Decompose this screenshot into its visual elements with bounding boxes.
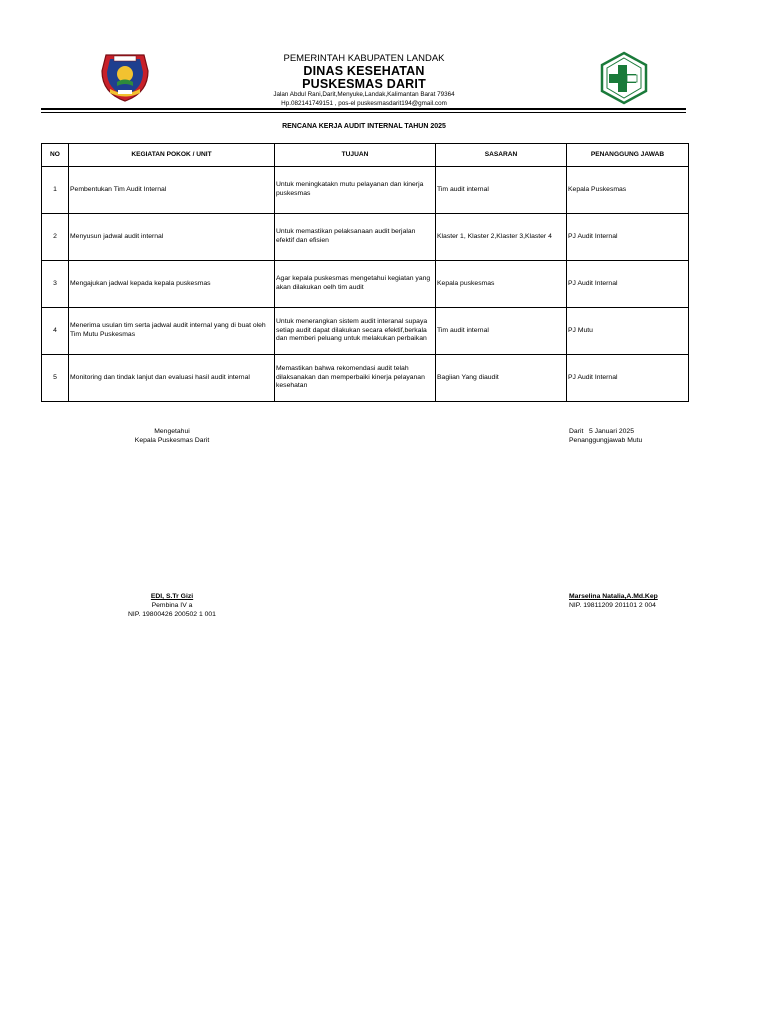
- table-row: [42, 214, 689, 261]
- cell-tujuan: Untuk meningkatakn mutu pelayanan dan kinerja puskesmas: [275, 167, 436, 214]
- cell-kegiatan: Monitoring dan tindak lanjut dan evaluasi hasil audit internal: [69, 355, 275, 402]
- cell-no: 1: [42, 167, 69, 214]
- signature-right: [569, 428, 739, 446]
- header-divider-thin: [41, 112, 686, 113]
- cell-sasaran: Klaster 1, Klaster 2,Klaster 3,Klaster 4: [436, 214, 567, 261]
- cell-pj: Kepala Puskesmas: [567, 167, 689, 214]
- header-sasaran: SASARAN: [436, 144, 567, 167]
- table-header-row: [42, 144, 689, 167]
- header-puskesmas: PUSKESMAS DARIT: [302, 77, 426, 91]
- table-row: [42, 261, 689, 308]
- header-divider-thick: [41, 108, 686, 110]
- cell-no: 2: [42, 214, 69, 261]
- cell-pj: PJ Mutu: [567, 308, 689, 355]
- cell-no: 5: [42, 355, 69, 402]
- signature-left-label: Mengetahui: [154, 428, 190, 435]
- signature-left-title: Kepala Puskesmas Darit: [134, 436, 210, 444]
- cell-tujuan: Untuk menerangkan sistem audit interanal supaya setiap audit dapat dilakukan secara efektif,berkala dan memberi peluang untuk melakukan perbaikan: [275, 308, 436, 355]
- cell-no: 4: [42, 308, 69, 355]
- cell-sasaran: Bagiian Yang diaudit: [436, 355, 567, 402]
- signature-left-name-block: [100, 593, 244, 619]
- signature-right-name-block: [569, 593, 739, 611]
- puskesmas-logo: [597, 51, 651, 105]
- document-title: RENCANA KERJA AUDIT INTERNAL TAHUN 2025: [282, 123, 446, 130]
- signature-right-nip: NIP. 19811209 201101 2 004: [569, 601, 656, 609]
- cell-sasaran: Kepala puskesmas: [436, 261, 567, 308]
- table-row: [42, 167, 689, 214]
- signature-right-name: Marselina Natalia,A.Md.Kep: [569, 593, 658, 600]
- cell-kegiatan: Menyusun jadwal audit internal: [69, 214, 275, 261]
- table-row: [42, 355, 689, 402]
- cell-tujuan: Untuk memastikan pelaksanaan audit berjalan efektif dan efisien: [275, 214, 436, 261]
- header-tujuan: TUJUAN: [275, 144, 436, 167]
- signature-left-rank: Pembina IV a: [151, 601, 193, 609]
- signature-left-name: EDI, S.Tr Gizi: [150, 593, 194, 600]
- cell-pj: PJ Audit Internal: [567, 214, 689, 261]
- header-kegiatan: KEGIATAN POKOK / UNIT: [69, 144, 275, 167]
- cell-tujuan: Memastikan bahwa rekomendasi audit telah dilaksanakan dan memperbaiki kinerja pelayanan kesehatan: [275, 355, 436, 402]
- cell-pj: PJ Audit Internal: [567, 261, 689, 308]
- cell-kegiatan: Mengajukan jadwal kepada kepala puskesmas: [69, 261, 275, 308]
- table-row: [42, 308, 689, 355]
- cell-pj: PJ Audit Internal: [567, 355, 689, 402]
- signature-right-date: Darit 5 Januari 2025: [569, 428, 634, 435]
- cell-sasaran: Tim audit internal: [436, 308, 567, 355]
- cell-kegiatan: Menerima usulan tim serta jadwal audit internal yang di buat oleh Tim Mutu Puskesmas: [69, 308, 275, 355]
- cell-no: 3: [42, 261, 69, 308]
- header-contact: Hp.082141749151 , pos-el puskesmasdarit194@gmail.com: [281, 100, 447, 107]
- cell-kegiatan: Pembentukan Tim Audit Internal: [69, 167, 275, 214]
- cell-tujuan: Agar kepala puskesmas mengetahui kegiatan yang akan dilakukan oelh tim audit: [275, 261, 436, 308]
- header-government: PEMERINTAH KABUPATEN LANDAK: [283, 53, 445, 64]
- header-department: DINAS KESEHATAN: [303, 64, 425, 78]
- header-penanggung-jawab: PENANGGUNG JAWAB: [567, 144, 689, 167]
- audit-plan-table: [41, 143, 689, 402]
- signature-left: [100, 428, 244, 446]
- signature-left-nip: NIP. 19800426 200502 1 001: [128, 610, 216, 618]
- cell-sasaran: Tim audit internal: [436, 167, 567, 214]
- header-address: Jalan Abdul Rani,Darit,Menyuke,Landak,Kalimantan Barat 79364: [273, 91, 455, 98]
- signature-right-title: Penanggungjawab Mutu: [569, 436, 643, 444]
- header-no: NO: [42, 144, 69, 167]
